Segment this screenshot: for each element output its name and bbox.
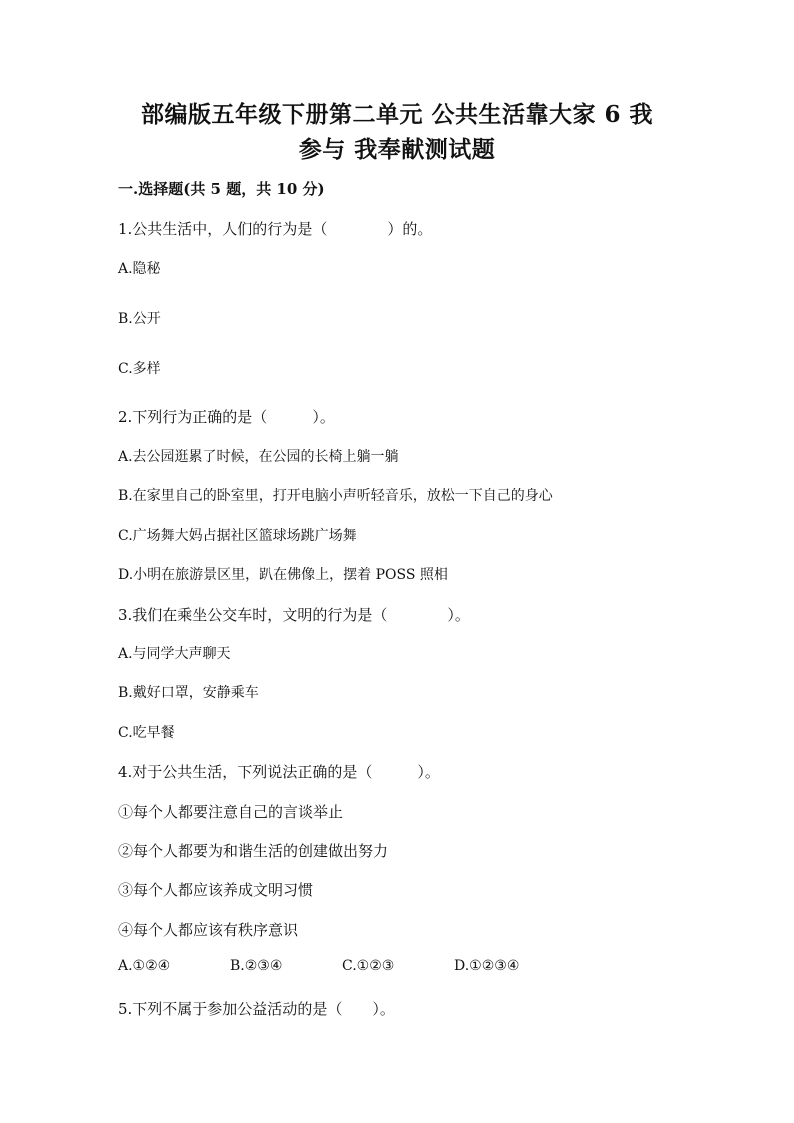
question-4-options: [118, 958, 566, 974]
question-1-stem: 1.公共生活中，人们的行为是（ ）的。: [118, 220, 433, 238]
question-3-option-b: B.戴好口罩，安静乘车: [118, 685, 259, 701]
document-title-line1: 部编版五年级下册第二单元 公共生活靠大家 6 我: [140, 101, 654, 128]
question-4-statement-3: ③每个人都应该养成文明习惯: [118, 881, 314, 899]
question-1-option-b: B.公开: [118, 311, 161, 327]
question-4-option-d: D.①②③④: [454, 958, 520, 974]
question-3-option-c: C.吃早餐: [118, 725, 175, 741]
question-4-option-c: C.①②③: [342, 958, 395, 974]
question-2-option-b: B.在家里自己的卧室里，打开电脑小声听轻音乐，放松一下自己的身心: [118, 488, 553, 504]
question-1-option-c: C.多样: [118, 361, 161, 377]
question-2-option-c: C.广场舞大妈占据社区篮球场跳广场舞: [118, 528, 357, 544]
question-2-option-d: D.小明在旅游景区里，趴在佛像上，摆着 POSS 照相: [118, 567, 448, 583]
document-title-line2: 参与 我奉献测试题: [298, 136, 496, 163]
question-2-option-a: A.去公园逛累了时候，在公园的长椅上躺一躺: [118, 449, 399, 465]
question-4-stem: 4.对于公共生活，下列说法正确的是（ ）。: [118, 763, 440, 781]
question-1-option-a: A.隐秘: [118, 261, 161, 277]
section-heading: 一.选择题(共 5 题，共 10 分): [118, 180, 325, 198]
question-3-option-a: A.与同学大声聊天: [118, 646, 231, 662]
question-4-option-b: B.②③④: [230, 958, 283, 974]
question-4-statement-1: ①每个人都要注意自己的言谈举止: [118, 803, 344, 821]
question-4-statement-4: ④每个人都应该有秩序意识: [118, 921, 299, 939]
question-5-stem: 5.下列不属于参加公益活动的是（ ）。: [118, 1000, 395, 1018]
question-4-option-a: A.①②④: [118, 958, 171, 974]
question-3-stem: 3.我们在乘坐公交车时，文明的行为是（ ）。: [118, 606, 470, 624]
question-4-statement-2: ②每个人都要为和谐生活的创建做出努力: [118, 842, 389, 860]
question-2-stem: 2.下列行为正确的是（ ）。: [118, 408, 335, 426]
